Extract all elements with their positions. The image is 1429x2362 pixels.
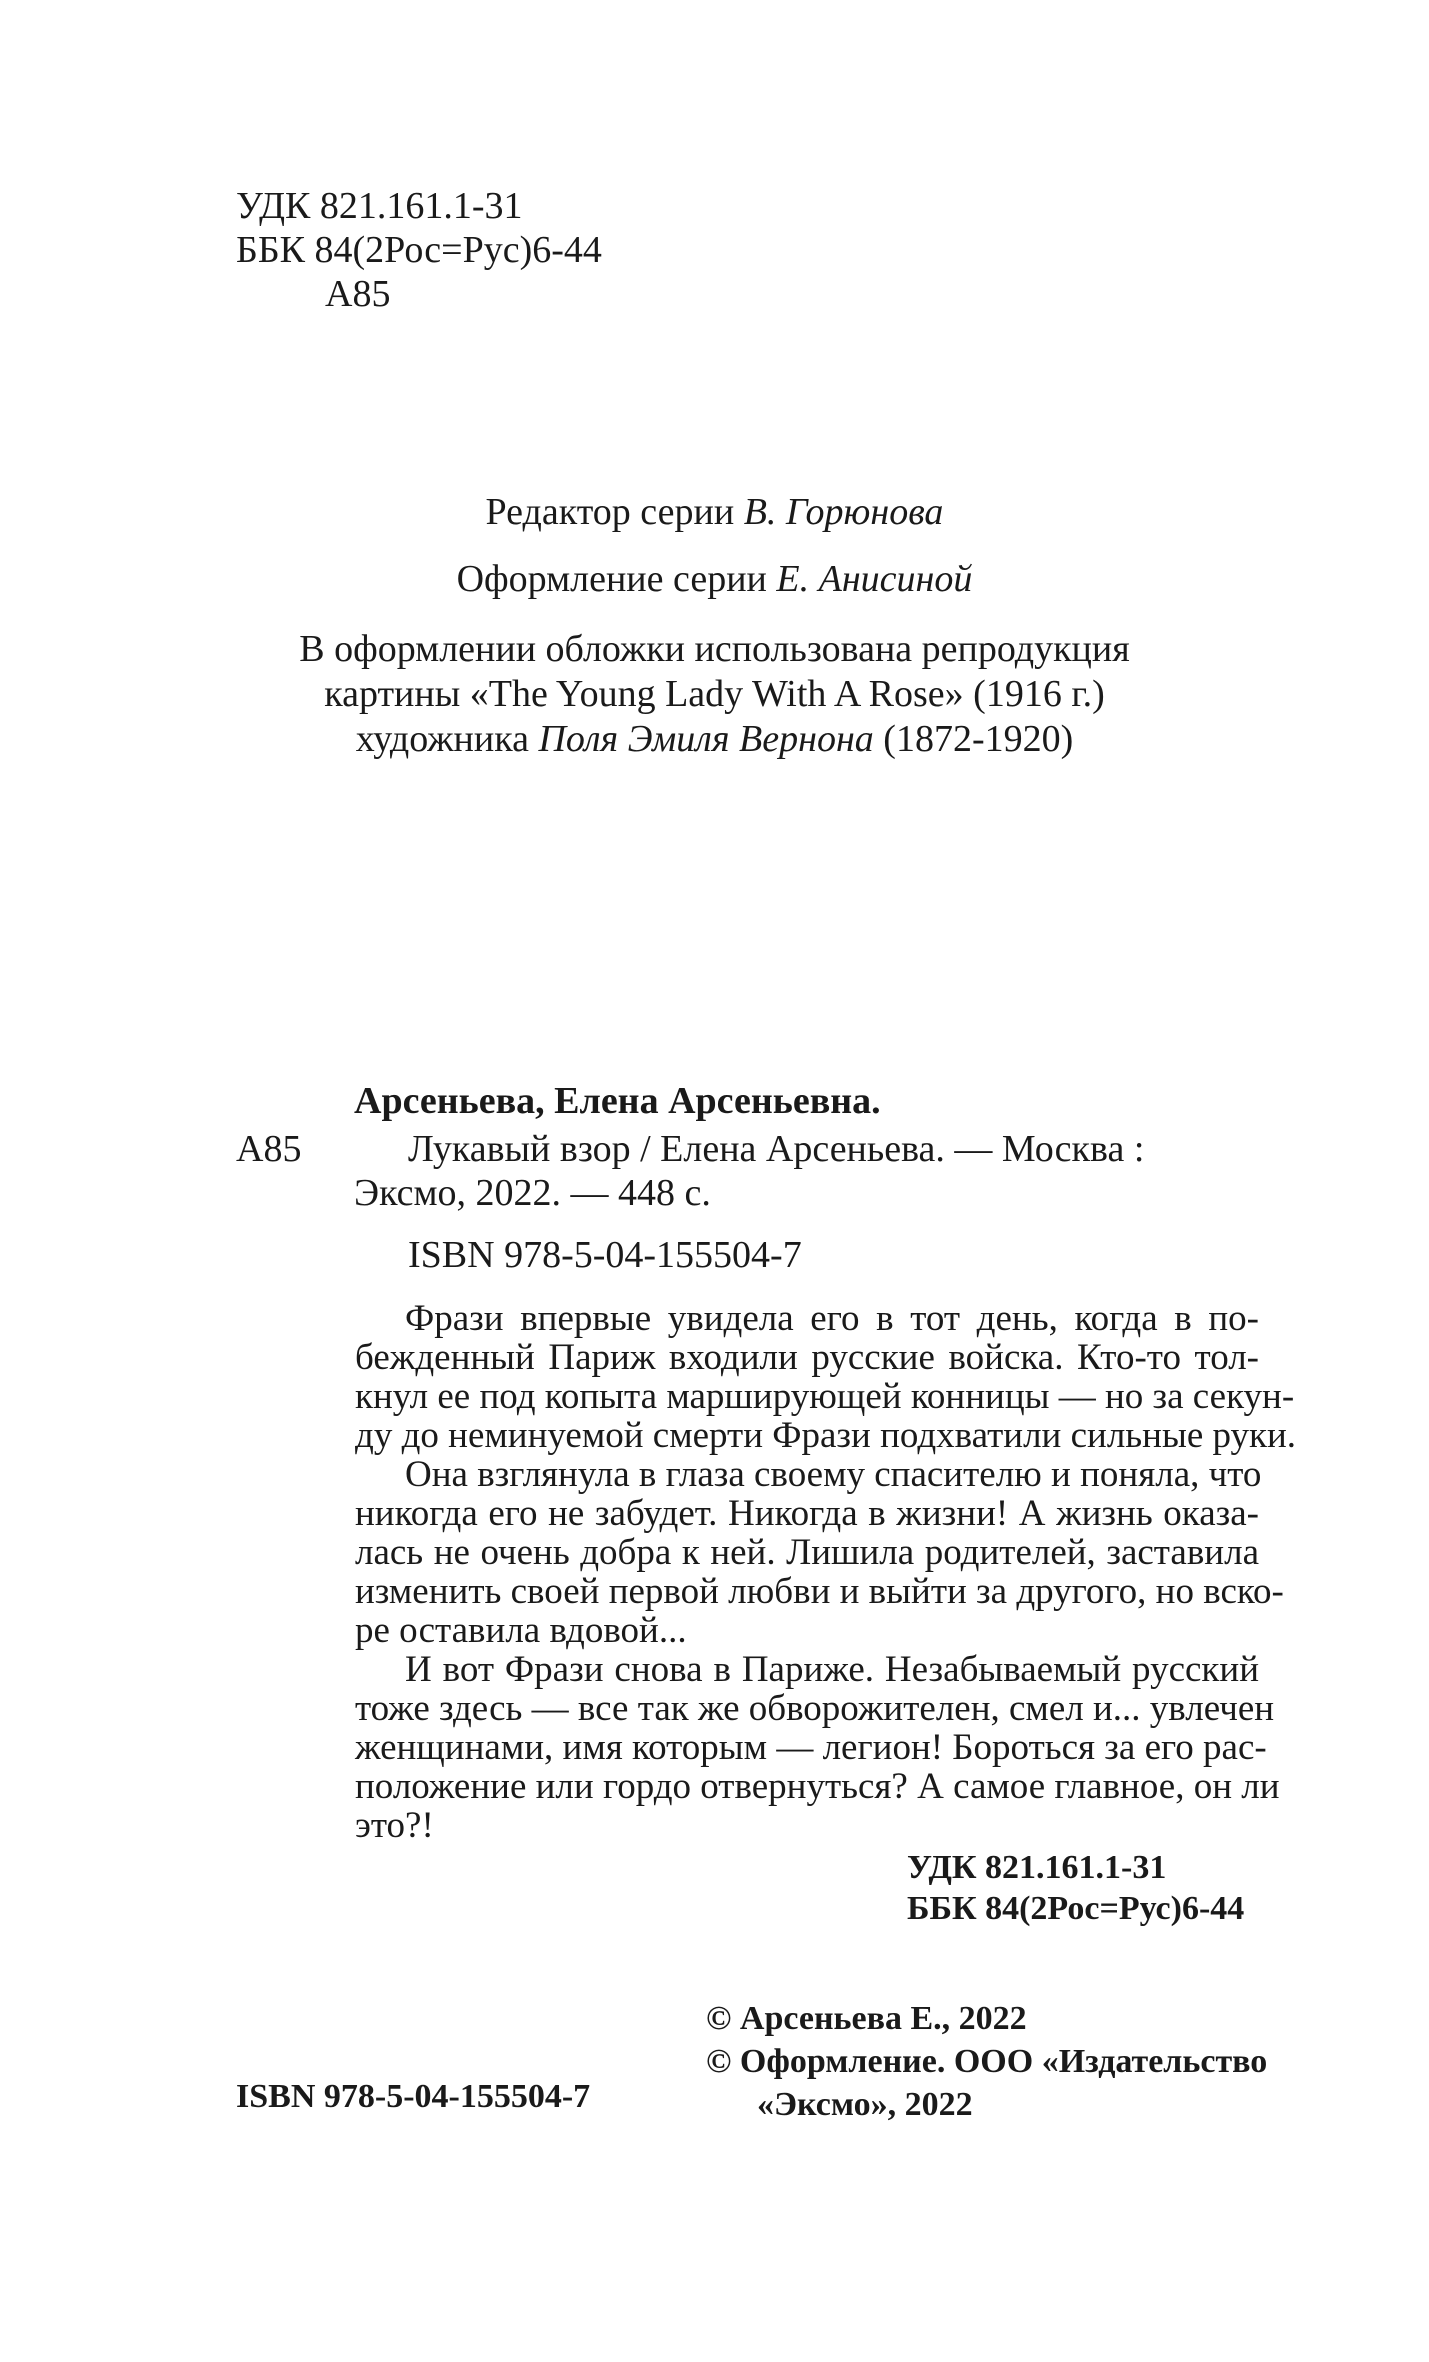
annotation-line: лась не очень добра к ней. Лишила родителей, заставила [355,1532,1259,1573]
title-line-2: Эксмо, 2022. — 448 с. [354,1172,711,1214]
cover-artist-name: Поля Эмиля Вернона [538,718,874,760]
author-code-top: А85 [325,273,391,315]
series-design-line [0,557,1429,601]
isbn-bottom: ISBN 978-5-04-155504-7 [236,2078,591,2115]
annotation [355,1298,1297,1846]
cover-credit-line-1: В оформлении обложки использована репродукция [299,628,1130,670]
annotation-line: женщинами, имя которым — легион! Бороться за его рас- [355,1727,1267,1768]
author-heading: Арсеньева, Елена Арсеньевна. [354,1080,881,1122]
annotation-line: Фрази впервые увидела его в тот день, когда в по- [405,1298,1259,1339]
bbk-bottom: ББК 84(2Рос=Рус)6-44 [907,1890,1245,1927]
bibliographic-code: А85 [236,1128,302,1170]
series-design-name: Е. Анисиной [776,558,973,600]
cover-credit-line-2: картины «The Young Lady With A Rose» (1916 г.) [324,673,1105,715]
series-design-label: Оформление серии [456,558,767,600]
annotation-line: никогда его не забудет. Никогда в жизни! А жизнь оказа- [355,1493,1259,1534]
udk-bottom: УДК 821.161.1-31 [907,1849,1167,1886]
cover-credit-line-3 [0,717,1429,761]
annotation-line: ре оставила вдовой... [355,1610,687,1651]
copyright-design: © Оформление. ООО «Издательство [706,2043,1268,2080]
isbn-record: ISBN 978-5-04-155504-7 [408,1234,802,1276]
annotation-line: изменить своей первой любви и выйти за другого, но вско- [355,1571,1284,1612]
cover-artist-prefix: художника [355,718,529,760]
copyright-publisher: «Эксмо», 2022 [757,2086,973,2123]
annotation-line: положение или гордо отвернуться? А самое главное, он ли [355,1766,1280,1807]
annotation-line: И вот Фрази снова в Париже. Незабываемый русский [405,1649,1259,1690]
annotation-line: Она взглянула в глаза своему спасителю и поняла, что [405,1454,1262,1495]
cover-artist-dates: (1872-1920) [883,718,1074,760]
annotation-line: кнул ее под копыта марширующей конницы — но за секун- [355,1376,1295,1417]
copyright-author: © Арсеньева Е., 2022 [706,2000,1027,2037]
series-editor-name: В. Горюнова [743,491,944,533]
series-editor-line [0,490,1429,534]
annotation-line: бежденный Париж входили русские войска. Кто-то тол- [355,1337,1259,1378]
annotation-line: тоже здесь — все так же обворожителен, смел и... увлечен [355,1688,1275,1729]
annotation-line: ду до неминуемой смерти Фрази подхватили сильные руки. [355,1415,1297,1456]
udk-top: УДК 821.161.1-31 [236,185,523,227]
title-line-1: Лукавый взор / Елена Арсеньева. — Москва : [408,1128,1145,1170]
series-editor-label: Редактор серии [485,491,735,533]
annotation-line: это?! [355,1805,434,1846]
bbk-top: ББК 84(2Рос=Рус)6-44 [236,229,602,271]
